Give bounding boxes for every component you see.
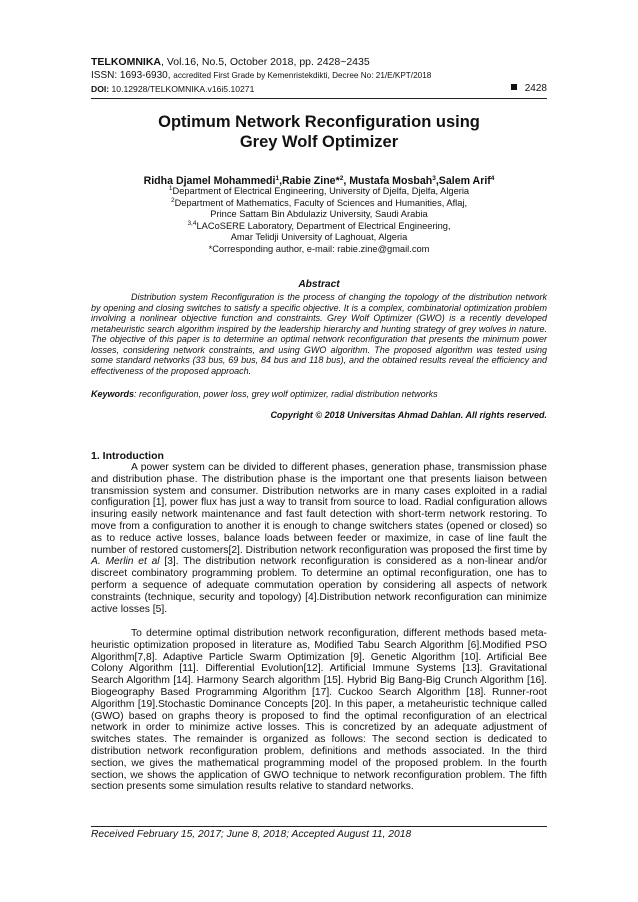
issn: ISSN: 1693-6930, bbox=[91, 70, 174, 81]
author-4-sup: 4 bbox=[490, 175, 495, 182]
square-bullet-icon bbox=[511, 84, 517, 90]
journal-name: TELKOMNIKA bbox=[91, 56, 161, 68]
doi-value: 10.12928/TELKOMNIKA.v16i5.10271 bbox=[109, 84, 255, 94]
author-2: ,Rabie Zine* bbox=[279, 175, 340, 187]
header-rule bbox=[91, 98, 547, 99]
paper-title bbox=[91, 112, 547, 152]
author-3-sup: 3 bbox=[432, 175, 436, 182]
affiliation-1-sup: 1 bbox=[168, 185, 173, 192]
author-1-sup: 1 bbox=[275, 175, 280, 182]
issn-line bbox=[91, 70, 547, 82]
intro-p1-part-a: A power system can be divided to different phases, generation phase, transmission phase and distribution phase. The distribution phase is the important one that presents liaison between transmission system and consumer. Distribution networks are in many cases exploited in a radial configuration [1], power flux has just a way to transit from source to load. Radial configuration allows insuring easily network maintenance and fast fault detection with short-term network restoring. To move from a configuration to another it is enough to change switchers states (opened or closed) so as to reduce active losses, balance loads between feeder or maximize, in case of line fault the number of restored customers[2]. Distribution network reconfiguration was proposed the first time by bbox=[91, 462, 547, 556]
affiliation-3-cont: Amar Telidji University of Laghouat, Algeria bbox=[230, 232, 408, 242]
title-line-1: Optimum Network Reconfiguration using bbox=[158, 113, 480, 131]
page-number bbox=[511, 83, 547, 95]
accreditation: accredited First Grade by Kemenristekdikti, Decree No: 21/E/KPT/2018 bbox=[173, 71, 432, 80]
affiliation-2-cont: Prince Sattam Bin Abdulaziz University, Saudi Arabia bbox=[210, 209, 428, 219]
affiliation-1 bbox=[91, 186, 547, 198]
abstract-heading: Abstract bbox=[298, 279, 340, 290]
intro-paragraph-1 bbox=[91, 462, 547, 615]
keywords bbox=[91, 389, 547, 400]
section-heading-introduction: 1. Introduction bbox=[91, 450, 164, 462]
intro-p1-part-b: [3]. The distribution network reconfiguration is considered as a non-linear and/or discreet combinatory programming problem. To determine an optimal reconfiguration, one has to perform a sequence of adequate commutation operation by considering all aspects of network constraints (technique, security and topology) [4].Distribution network reconfiguration can minimize active losses [5]. bbox=[91, 556, 547, 615]
author-3: , Mustafa Mosbah bbox=[343, 175, 433, 187]
cited-author: A. Merlin et al bbox=[91, 556, 160, 568]
title-line-2: Grey Wolf Optimizer bbox=[239, 133, 399, 151]
journal-citation bbox=[91, 56, 547, 68]
volume-issue: , Vol.16, No.5, October 2018, pp. 2428~2435 bbox=[161, 56, 370, 68]
author-1: Ridha Djamel Mohammedi bbox=[143, 175, 276, 187]
affiliation-2-text: Department of Mathematics, Faculty of Sciences and Humanities, Aflaj, bbox=[174, 197, 468, 208]
page-number-text: 2428 bbox=[524, 83, 547, 94]
corresponding-author: *Corresponding author, e-mail: rabie.zine@gmail.com bbox=[208, 243, 430, 254]
keywords-label: Keywords bbox=[91, 389, 135, 399]
author-2-sup: 2 bbox=[339, 175, 344, 182]
footer-rule bbox=[91, 826, 547, 827]
affiliation-3-sup: 3,4 bbox=[187, 219, 197, 227]
affiliation-2-sup: 2 bbox=[170, 196, 175, 204]
keywords-text: : reconfiguration, power loss, grey wolf optimizer, radial distribution networks bbox=[134, 389, 438, 399]
doi-label: DOI: bbox=[91, 84, 110, 94]
affiliations bbox=[91, 186, 547, 255]
affiliation-1-text: Department of Electrical Engineering, University of Djelfa, Djelfa, Algeria bbox=[172, 186, 470, 196]
copyright: Copyright © 2018 Universitas Ahmad Dahlan. All rights reserved. bbox=[270, 410, 547, 420]
author-4: ,Salem Arif bbox=[435, 175, 491, 187]
affiliation-3-text: LACoSERE Laboratory, Department of Electrical Engineering, bbox=[196, 220, 451, 231]
affiliation-2 bbox=[91, 198, 547, 210]
intro-paragraph-2: To determine optimal distribution network reconfiguration, different methods based meta-heuristic optimization proposed in literature as, Modified Tabu Search Algorithm [6].Modified PSO Algorithm[7,8]. Adaptive Particle Swarm Optimization [9]. Genetic Algorithm [10]. Artificial Bee Colony Algorithm [11]. Differential Evolution[12]. Artificial Immune Systems [13]. Gravitational Search Algorithm [14]. Harmony Search algorithm [15]. Hybrid Big Bang-Big Crunch Algorithm [16]. Biogeography Based Programming Algorithm [17]. Cuckoo Search Algorithm [18]. Runner-root Algorithm [19].Stochastic Dominance Concepts [20]. In this paper, a metaheuristic technique called (GWO) based on graphs theory is proposed to find the optimal reconfiguration of an electrical network in order to minimize active losses. This is concretized by an adequate adjustment of switches states. The remainder is organized as follows: The second section is dedicated to distribution network reconfiguration problem, definitions and methods associated. In the third section, we gives the mathematical programming model of the proposed problem. In the fourth section, we shows the application of GWO technique to network reconfiguration problem. The fifth section presents some simulation results relative to standard networks. bbox=[91, 628, 547, 793]
received-dates: Received February 15, 2017; June 8, 2018; Accepted August 11, 2018 bbox=[91, 829, 412, 840]
abstract-text: Distribution system Reconfiguration is the process of changing the topology of the distribution network by opening and closing switches to satisfy a specific objective. It is a complex, combinatorial optimization problem involving a nonlinear objective function and constraints. Grey Wolf Optimizer (GWO) is a recently developed metaheuristic search algorithm inspired by the leadership hierarchy and hunting strategy of grey wolves in nature. The objective of this paper is to determine an optimal network reconfiguration that presents the minimum power losses, considering network constraints, and using GWO algorithm. The proposed algorithm was tested using some standard networks (33 bus, 69 bus, 84 bus and 118 bus), and the obtained results reveal the efficiency and effectiveness of the proposed approach. bbox=[91, 292, 547, 376]
doi-line bbox=[91, 83, 547, 95]
affiliation-3 bbox=[91, 221, 547, 233]
